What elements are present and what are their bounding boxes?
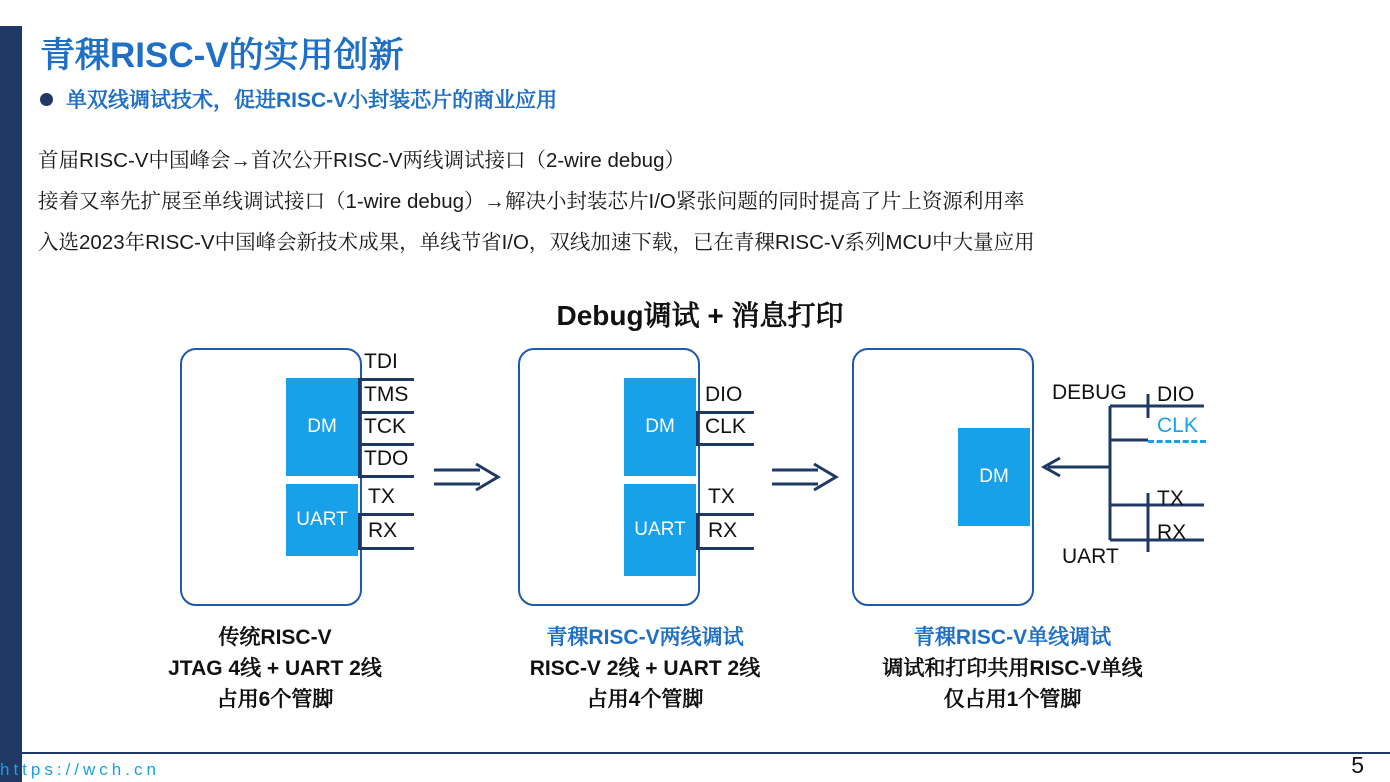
chip3-wiring [1024,380,1224,580]
chip2-pinline-1 [696,411,754,414]
chip1-caption-line1: 传统RISC-V [218,626,332,649]
body-line-3: 入选2023年RISC-V中国峰会新技术成果，单线节省I/O，双线加速下载，已在青稞RISC-V系列MCU中大量应用 [38,231,1035,254]
chip1-pinline-6 [358,547,414,550]
chip3-clk-dashed-line [1148,440,1206,443]
chip2-pin-rx: RX [708,519,738,542]
page-title: 青稞RISC-V的实用创新 [40,36,404,75]
chip2-caption-title: 青稞RISC-V两线调试 [546,626,744,649]
chip1-pin-tck: TCK [364,415,406,438]
chip3-caption-line1: 调试和打印共用RISC-V单线 [882,657,1143,680]
diagram-title [0,294,1390,334]
diagram-title-text: Debug调试 + 消息打印 [556,300,844,331]
chip1-pinline-1 [358,378,414,381]
chip2-pin-bus-1 [696,411,699,444]
chip1-caption [150,622,400,715]
bullet-icon [40,93,53,106]
chip3-pin-clk: CLK [1157,414,1198,437]
chip3-label-uart: UART [1062,545,1119,568]
chip2-pinline-2 [696,443,754,446]
body-line-1: 首届RISC-V中国峰会→首次公开RISC-V两线调试接口（2-wire debug） [38,149,685,172]
chip2-pin-clk: CLK [705,415,746,438]
chip1-caption-line3: 占用6个管脚 [216,688,334,711]
chip1-caption-line2: JTAG 4线 + UART 2线 [168,657,382,680]
chip1-pin-bus-2 [358,513,361,548]
chip2-uart-block: UART [624,484,696,576]
chip1-pinline-5 [358,513,414,516]
accent-bar-top [0,26,22,82]
chip1-pin-bus-1 [358,378,361,476]
transition-arrow-2 [770,462,840,496]
chip1-pin-tx: TX [368,485,395,508]
chip3-caption-line2: 仅占用1个管脚 [943,688,1082,711]
chip1-pin-tdo: TDO [364,447,409,470]
page-number: 5 [1351,752,1364,778]
chip2-pin-tx: TX [708,485,735,508]
chip3-pin-dio: DIO [1157,383,1195,406]
chip3-pin-tx: TX [1157,487,1184,510]
chip1-pinline-3 [358,443,414,446]
chip1-pinline-4 [358,475,414,478]
body-line-2: 接着又率先扩展至单线调试接口（1-wire debug）→解决小封装芯片I/O紧张问题的同时提高了片上资源利用率 [38,190,1025,213]
footer-divider [0,752,1390,754]
transition-arrow-1 [432,462,502,496]
chip2-pin-dio: DIO [705,383,743,406]
chip2-pin-bus-2 [696,513,699,548]
chip3-label-debug: DEBUG [1052,381,1127,404]
chip1-pin-tms: TMS [364,383,409,406]
chip2-dm-block: DM [624,378,696,476]
chip3-caption [840,622,1185,715]
page-subtitle: 单双线调试技术，促进RISC-V小封装芯片的商业应用 [66,89,558,112]
footer-url: https://wch.cn [0,760,160,779]
chip1-pin-rx: RX [368,519,398,542]
accent-bar-body [0,82,22,742]
chip2-caption-line1: RISC-V 2线 + UART 2线 [529,657,761,680]
chip3-caption-title: 青稞RISC-V单线调试 [913,626,1112,649]
chip2-caption [495,622,795,715]
chip1-pinline-2 [358,411,414,414]
subtitle-row [40,84,557,114]
chip3-pin-rx: RX [1157,521,1187,544]
chip3-dm-block: DM [958,428,1030,526]
chip1-pin-tdi: TDI [364,350,398,373]
body-text [38,140,1358,263]
chip1-dm-block: DM [286,378,358,476]
chip2-pinline-4 [696,547,754,550]
chip1-uart-block: UART [286,484,358,556]
chip2-caption-line2: 占用4个管脚 [586,688,704,711]
chip2-pinline-3 [696,513,754,516]
